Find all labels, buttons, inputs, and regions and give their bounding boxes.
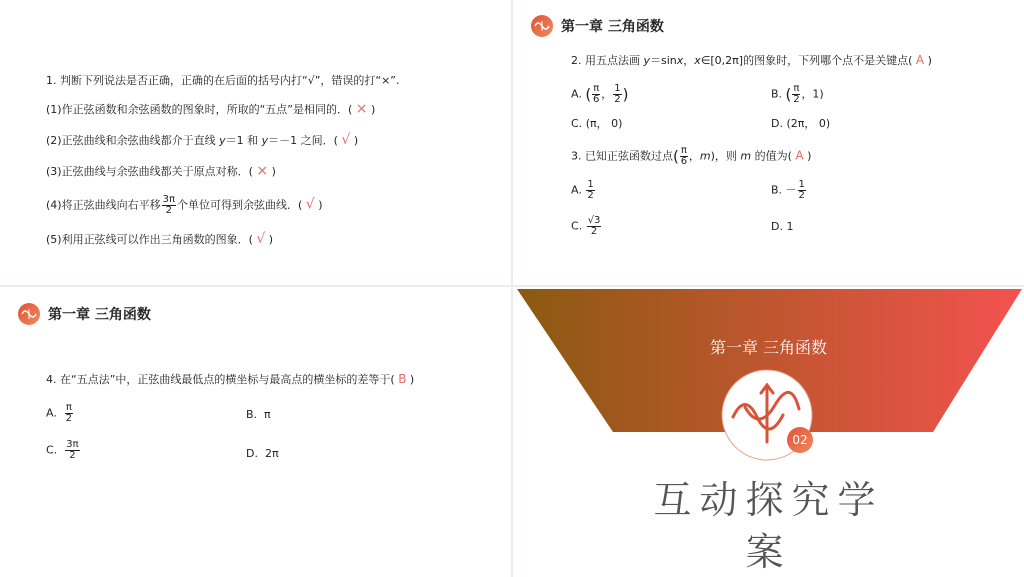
option-2a: A. ( $\frac{\pi}{6}$ ， $\frac{1}{2}$ ) — [571, 83, 629, 105]
option-4d: D. 2π — [246, 447, 279, 460]
option-3b: B. － $\frac{1}{2}$ — [771, 179, 805, 201]
sine-wave-logo-icon — [18, 303, 40, 325]
option-4c: C. $\frac{3\pi}{2}$ — [46, 439, 79, 461]
wrong-mark-icon: × — [256, 163, 269, 179]
chapter-header — [18, 303, 151, 325]
answer-label: A — [915, 53, 925, 67]
question-3: 3. 已知正弦函数过点( $\frac{\pi}{6}$ ，m)，则 m 的值为( A ) — [571, 145, 812, 167]
option-4a: A. $\frac{\pi}{2}$ — [46, 402, 73, 424]
wrong-mark-icon: × — [355, 101, 368, 117]
question-1-intro: 1. 判断下列说法是否正确，正确的在后面的括号内打“√”，错误的打“×”. — [46, 74, 400, 87]
chapter-title: 第一章 三角函数 — [709, 338, 828, 357]
option-3a: A. $\frac{1}{2}$ — [571, 179, 594, 201]
statement-2: (2)正弦曲线和余弦曲线都介于直线 y＝1 和 y＝－1 之间．( √ ) — [46, 132, 359, 148]
sine-wave-logo-icon — [531, 15, 553, 37]
check-mark-icon: √ — [341, 132, 351, 148]
slide-panel-multiple-choice — [513, 0, 1024, 285]
chapter-title: 第一章 三角函数 — [48, 307, 151, 323]
question-2: 2. 用五点法画 y＝sinx，x∈[0,2π]的图象时，下列哪个点不是关键点( A ) — [571, 53, 932, 67]
statement-5: (5)利用正弦线可以作出三角函数的图象．( √ ) — [46, 231, 274, 247]
fraction: $\frac{3\pi}{2}$ — [162, 194, 175, 216]
section-title-slide — [513, 287, 1024, 577]
option-3c: C. $\frac{√3}{2}$ — [571, 215, 601, 237]
section-title-line-2: 案 — [745, 530, 792, 574]
question-4: 4. 在“五点法”中，正弦曲线最低点的横坐标与最高点的横坐标的差等于( B ) — [46, 372, 415, 386]
chapter-header — [531, 15, 664, 37]
section-number-badge: 02 — [787, 427, 813, 453]
chapter-title: 第一章 三角函数 — [561, 19, 664, 35]
statement-4: (4)将正弦曲线向右平移 $\frac{3\pi}{2}$ 个单位可得到余弦曲线．( √ ) — [46, 194, 323, 216]
section-title-line-1: 互动探究学 — [653, 478, 884, 522]
option-2b: B. ( $\frac{\pi}{2}$ ，1) — [771, 83, 824, 105]
slide-panel-judgement — [0, 0, 511, 285]
statement-1: (1)作正弦函数和余弦函数的图象时，所取的“五点”是相同的．( × ) — [46, 101, 376, 117]
option-2c: C. (π， 0) — [571, 117, 623, 130]
statement-3: (3)正弦曲线与余弦曲线都关于原点对称．( × ) — [46, 163, 276, 179]
option-4b: B. π — [246, 408, 271, 421]
option-3d: D. 1 — [771, 220, 794, 233]
option-2d: D. (2π， 0) — [771, 117, 831, 130]
answer-label: A — [795, 148, 804, 163]
check-mark-icon: √ — [305, 196, 315, 213]
check-mark-icon: √ — [256, 231, 266, 247]
answer-label: B — [398, 372, 407, 386]
slide-panel-question-4 — [0, 287, 511, 577]
